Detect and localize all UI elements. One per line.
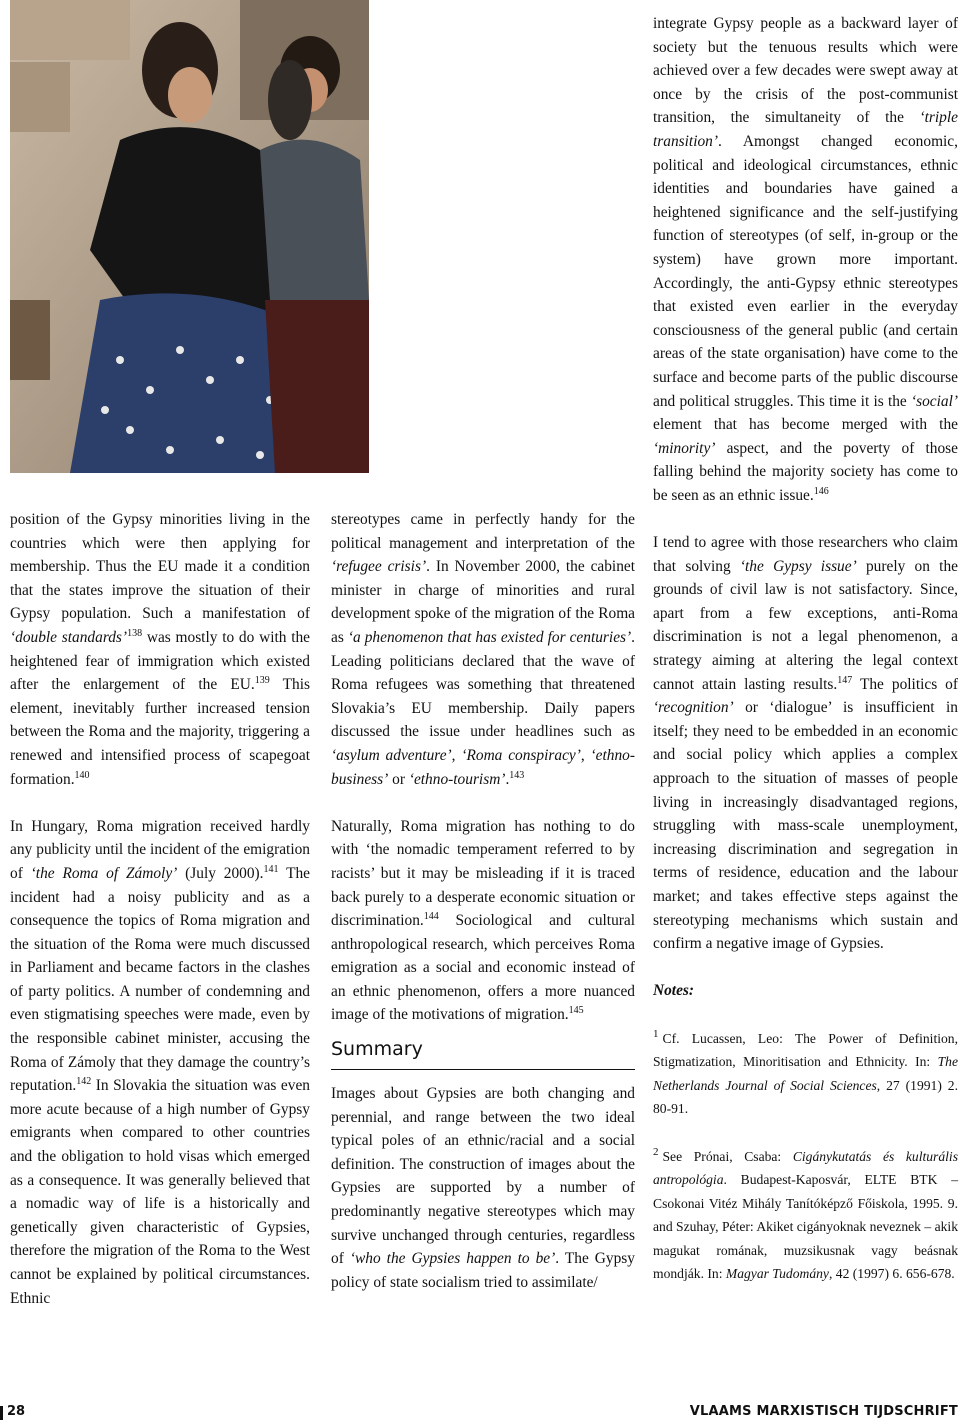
footnote-ref: 144: [423, 910, 439, 922]
page-number-bar: [0, 1406, 3, 1420]
footnote-ref: 139: [254, 675, 270, 687]
text-run: Images about Gypsies are both changing and perennial, and range between the two ideal typical poles of an ethnic/racial and a social definition. The construction of images about the Gypsies are supported by a number of predominantly negative stereotypes which may survive unchanged through centuries, regardless of: [331, 1085, 635, 1268]
photo-roma-women-dancing: [10, 0, 369, 473]
text-run: aspect, and the poverty of those falling behind the majority society has come to be seen as an ethnic issue.: [653, 439, 958, 504]
text-run: In Slovakia the situation was even more acute because of a high number of Gypsy emigrants when compared to other countries and the obligation to hold visas which emerged as a consequence. It was generally believed that a nomadic way of life is a historically and genetically given characteristic of Gypsies, therefore the migration of the Roma to the West cannot be explained by political circumstances. Ethnic: [10, 1077, 310, 1307]
text-emphasis: ‘triple transition’: [653, 109, 958, 150]
text-run: I tend to agree with those researchers who claim that solving: [653, 534, 958, 575]
text-run: position of the Gypsy minorities living in the countries which were then applying for membership. Thus the EU made it a condition that the states improve the situation of their Gypsy population. Such a manifestation of: [10, 511, 310, 623]
text-emphasis: ‘Roma conspiracy’: [461, 746, 581, 764]
footnote-2: [653, 1145, 958, 1287]
text-run: , 27 (1991) 2. 80-91.: [653, 1077, 959, 1117]
footnote-ref: 141: [263, 863, 279, 875]
text-run: .: [505, 770, 510, 788]
text-emphasis: ‘ethno-business’: [331, 746, 635, 788]
text-run: (July 2000).: [177, 864, 264, 882]
text-run: In Hungary, Roma migration received hardly any publicity until the incident of the emigration of: [10, 817, 310, 882]
paragraph: [331, 815, 635, 1027]
text-run: was mostly to do with the heightened fear of immigration which existed after the enlargement of the EU.: [10, 628, 311, 694]
journal-name: VLAAMS MARXISTISCH TIJDSCHRIFT: [689, 1404, 958, 1419]
paragraph: [10, 815, 310, 1310]
footnote-ref: 140: [74, 769, 90, 781]
text-run: See Prónai, Csaba:: [662, 1148, 793, 1164]
text-run: Naturally, Roma migration has nothing to do with ‘the nomadic temperament referred to by racists’ but it may be misleading if it is traced back purely to a desperate economic situation or discrimination.: [331, 817, 635, 930]
text-run: , 42 (1997) 6. 656-678.: [828, 1266, 955, 1282]
text-run: This element, inevitably further increased tension between the Roma and the majority, triggering a renewed and intensified process of scapegoat formation.: [10, 676, 310, 788]
text-column-3: [653, 12, 958, 1310]
text-emphasis: ‘who the Gypsies happen to be’: [349, 1250, 556, 1268]
footnote-ref: 142: [76, 1076, 92, 1088]
text-emphasis: ‘double standards’: [10, 628, 128, 646]
footnote-ref: 147: [837, 674, 853, 686]
text-run: The politics of: [852, 675, 958, 693]
text-emphasis: ‘recognition’: [653, 699, 734, 717]
text-run: . In November 2000, the cabinet minister in charge of minorities and rural development spoke of the migration of the Roma as: [331, 558, 636, 646]
text-run: ,: [580, 746, 591, 764]
page-number: 28: [7, 1404, 26, 1419]
paragraph: [10, 508, 310, 791]
text-run: integrate Gypsy people as a backward layer of society but the tenuous results which were achieved over a few decades were swept away at once by the crisis of the post-communist transition, the simultaneity of the: [653, 15, 958, 127]
text-emphasis: ‘a phenomenon that has existed for centuries’: [347, 628, 632, 646]
footnote-number: 1: [653, 1028, 659, 1040]
text-emphasis: ‘asylum adventure’: [331, 746, 452, 764]
text-run: purely on the grounds of civil law is not satisfactory. Since, apart from a few exceptions, anti-Roma discrimination is not a legal phenomenon, a strategy aiming at altering the legal context cannot attain lasting results.: [653, 557, 958, 693]
paragraph: [331, 508, 635, 791]
footnote-ref: 145: [568, 1005, 584, 1017]
footnote-number: 2: [653, 1145, 659, 1158]
text-run: . The Gypsy policy of state socialism tried to assimilate/: [331, 1250, 635, 1291]
paragraph: [653, 531, 958, 956]
notes-heading: Notes:: [653, 982, 695, 1000]
summary-section: [331, 1035, 635, 1070]
text-column-1: [10, 508, 310, 1310]
text-emphasis: Cigánykutatás és kulturális antropológia: [653, 1148, 958, 1188]
text-run: element that has become merged with the: [653, 416, 958, 434]
text-emphasis: ‘social’: [910, 392, 958, 410]
paragraph: [331, 1082, 635, 1294]
text-emphasis: ‘the Gypsy issue’: [739, 557, 857, 575]
text-emphasis: The Netherlands Journal of Social Sciences: [653, 1054, 958, 1093]
footnote-ref: 146: [813, 485, 829, 497]
text-emphasis: ‘ethno-tourism’: [408, 770, 506, 788]
footnote-ref: 138: [127, 627, 143, 639]
text-emphasis: ‘the Roma of Zámoly’: [30, 864, 178, 882]
text-emphasis: ‘minority’: [653, 439, 716, 457]
text-run: or ‘dialogue’ is insufficient in itself; they need to be embedded in an economic and social policy which applies a complex approach to the situation of masses of people living in increasingly disadvantaged regions, struggling with mass-scale unemployment, increasing discrimination and segregation in terms of residence, education and the labour market; and takes effective steps against the stereotyping mechanisms which sustain and confirm a negative image of Gypsies.: [653, 699, 958, 953]
footnote-1: [653, 1027, 958, 1121]
text-run: ,: [451, 746, 462, 764]
footnote-ref: 143: [509, 769, 525, 781]
text-emphasis: Magyar Tudomány: [725, 1266, 829, 1282]
text-run: . Budapest-Kaposvár, ELTE BTK – Csokonai Vitéz Mihály Tanítóképző Főiskola, 1995. 9. and Szuhay, Péter: Akiket cigányoknak neveznek – akik magukat romának, muzsikusnak vagy beásnak mondják. In:: [653, 1172, 958, 1282]
text-run: Cf. Lucassen, Leo: The Power of Definition, Stigmatization, Minoritisation and Ethnicity. In:: [653, 1030, 958, 1070]
text-emphasis: ‘refugee crisis’: [331, 558, 427, 576]
text-run: stereotypes came in perfectly handy for the political management and interpretation of the: [331, 511, 635, 552]
text-run: Sociological and cultural anthropological research, which perceives Roma emigration as a social and economic instead of an ethnic phenomenon, offers a more nuanced image of the motivations of migration.: [331, 912, 635, 1024]
text-run: . Leading politicians declared that the wave of Roma refugees was something that threatened Slovakia’s EU membership. Daily papers discussed the issue under headlines such as: [331, 628, 636, 741]
summary-heading: Summary: [331, 1035, 635, 1070]
paragraph: [653, 12, 958, 507]
page-footer: [0, 1404, 960, 1422]
text-run: . Amongst changed economic, political and ideological circumstances, ethnic identities and boundaries have gained a heightened significance and the self-justifying function of stereotypes (of self, in-group or the system) have grown more important. Accordingly, the anti-Gypsy ethnic stereotypes that existed even earlier in the everyday consciousness of the general public (and certain areas of the state organisation) have come to the surface and become parts of the public discourse and political struggles. This time it is the: [653, 132, 958, 410]
text-run: The incident had a noisy publicity and as a consequence the topics of Roma migration and the situation of the Roma were much discussed in Parliament and became factors in the clashes of party politics. A number of condemning and even stigmatising speeches were made, even by the responsible cabinet minister, accusing the Roma of Zámoly that they damage the country’s reputation.: [10, 864, 311, 1095]
text-run: or: [388, 770, 409, 788]
photo-illustration: [10, 0, 369, 473]
text-column-2: [331, 508, 635, 1294]
